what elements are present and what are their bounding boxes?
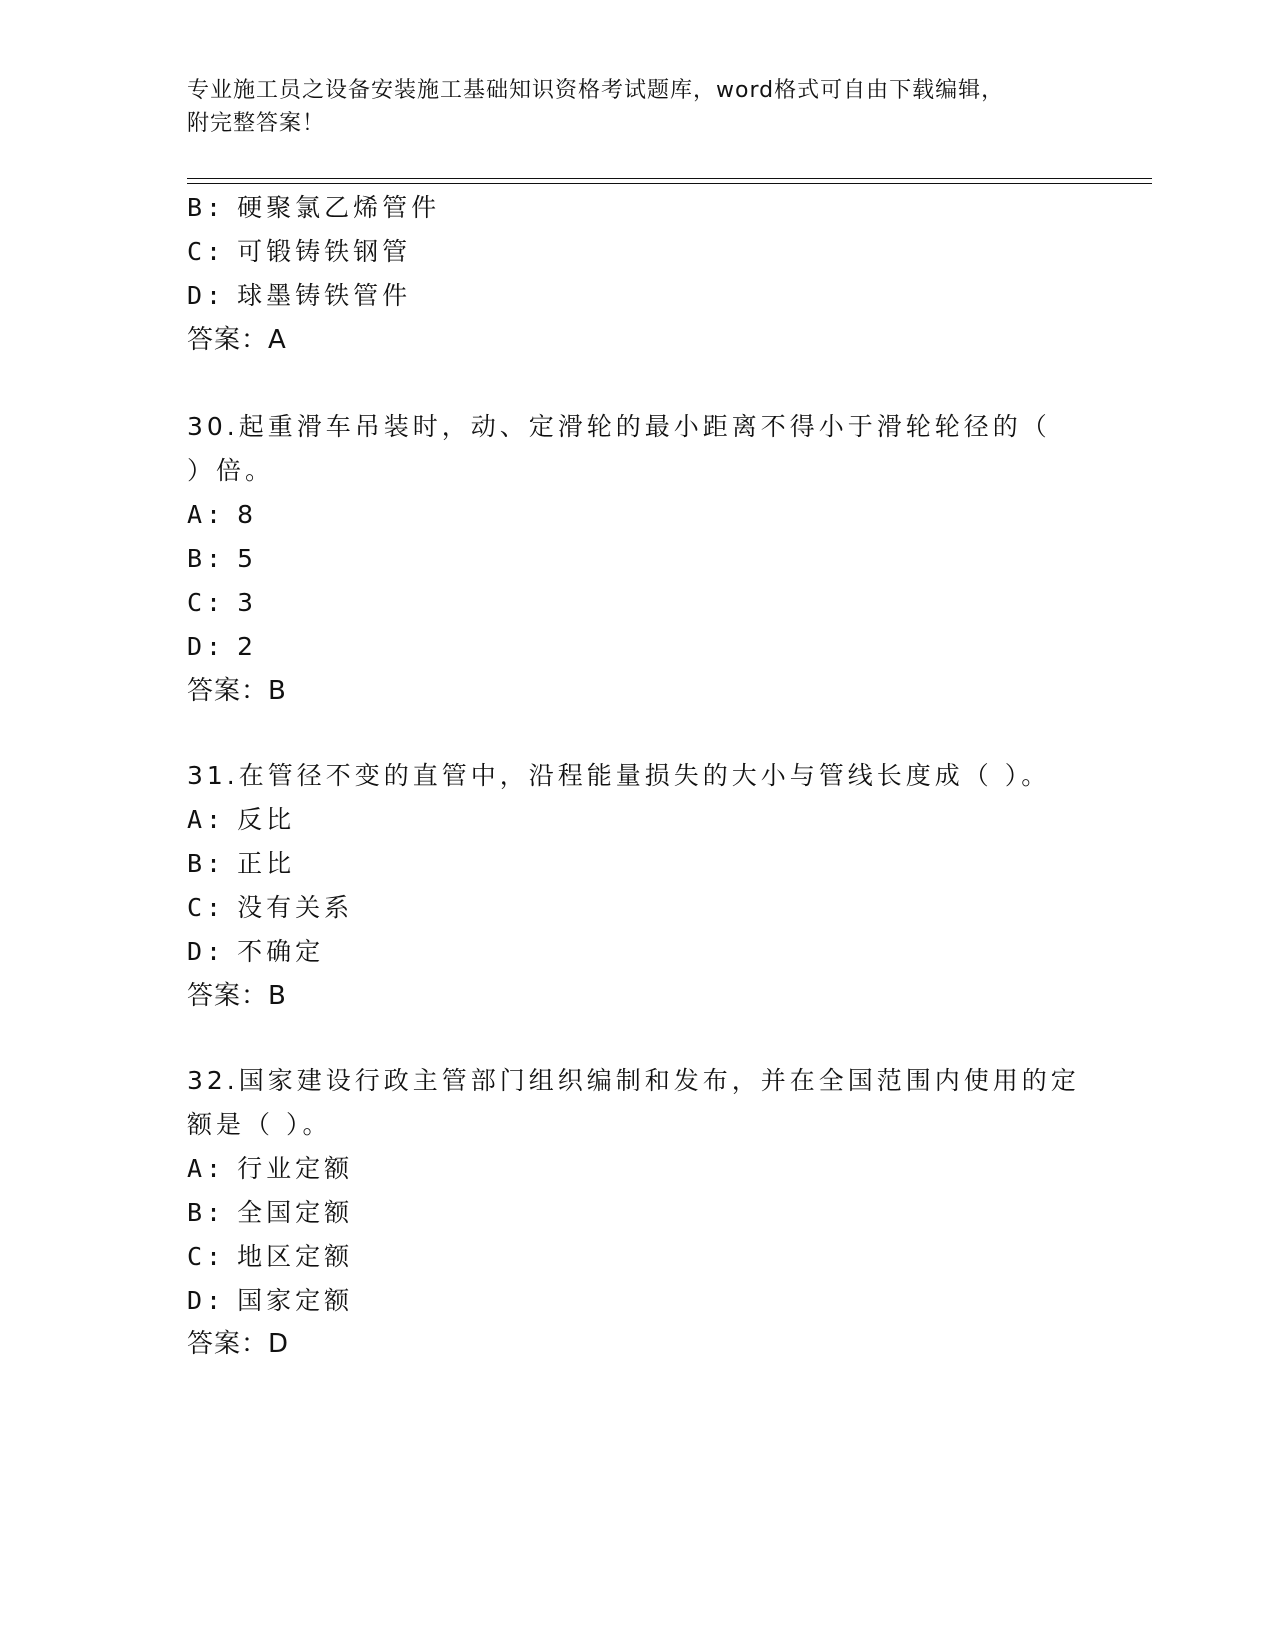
header-line-1: 专业施工员之设备安装施工基础知识资格考试题库，word格式可自由下载编辑， bbox=[187, 78, 1005, 103]
question-31-line-1: 31.在管径不变的直管中，沿程能量损失的大小与管线长度成（ ）。 bbox=[187, 761, 1051, 790]
answer-line: 答案：B bbox=[187, 981, 287, 1011]
document-header bbox=[187, 74, 1087, 140]
answer-line: 答案：D bbox=[187, 1329, 290, 1359]
option-line bbox=[187, 274, 411, 318]
question-32-line-2: 额是（ ）。 bbox=[187, 1110, 332, 1139]
option-line bbox=[187, 537, 257, 581]
option-letter: A: bbox=[187, 1154, 226, 1183]
option-letter: A: bbox=[187, 500, 226, 529]
option-text: 反比 bbox=[237, 805, 296, 834]
option-line bbox=[187, 230, 411, 274]
question-30-line-1: 30.起重滑车吊装时，动、定滑轮的最小距离不得小于滑轮轮径的（ bbox=[187, 412, 1051, 441]
option-letter: C: bbox=[187, 893, 226, 922]
answer-line: 答案：A bbox=[187, 325, 287, 355]
option-text: 正比 bbox=[237, 849, 296, 878]
option-text: 可锻铸铁钢管 bbox=[237, 237, 412, 266]
option-line bbox=[187, 1147, 353, 1191]
option-line bbox=[187, 186, 440, 230]
question-32-line-1: 32.国家建设行政主管部门组织编制和发布，并在全国范围内使用的定 bbox=[187, 1066, 1080, 1095]
option-letter: D: bbox=[187, 632, 226, 661]
option-text: 全国定额 bbox=[237, 1198, 354, 1227]
question-30-line-2: ）倍。 bbox=[187, 456, 275, 485]
option-text: 2 bbox=[237, 632, 257, 661]
option-letter: B: bbox=[187, 849, 226, 878]
option-letter: C: bbox=[187, 237, 226, 266]
option-text: 没有关系 bbox=[237, 893, 354, 922]
option-text: 5 bbox=[237, 544, 257, 573]
option-letter: D: bbox=[187, 281, 226, 310]
option-letter: B: bbox=[187, 544, 226, 573]
option-line bbox=[187, 1279, 353, 1323]
option-letter: C: bbox=[187, 1242, 226, 1271]
option-line bbox=[187, 842, 295, 886]
option-line bbox=[187, 886, 353, 930]
option-letter: D: bbox=[187, 1286, 226, 1315]
option-line bbox=[187, 930, 324, 974]
header-rule-top bbox=[187, 178, 1152, 179]
option-line bbox=[187, 493, 257, 537]
option-text: 球墨铸铁管件 bbox=[237, 281, 412, 310]
answer-line: 答案：B bbox=[187, 676, 287, 706]
option-letter: B: bbox=[187, 1198, 226, 1227]
option-text: 硬聚氯乙烯管件 bbox=[237, 193, 441, 222]
option-text: 3 bbox=[237, 588, 257, 617]
option-line bbox=[187, 798, 295, 842]
option-line bbox=[187, 1235, 353, 1279]
option-text: 地区定额 bbox=[237, 1242, 354, 1271]
option-line bbox=[187, 1191, 353, 1235]
option-text: 不确定 bbox=[237, 937, 325, 966]
option-text: 国家定额 bbox=[237, 1286, 354, 1315]
option-line bbox=[187, 625, 257, 669]
header-rule-bottom bbox=[187, 183, 1152, 184]
option-text: 8 bbox=[237, 500, 257, 529]
option-letter: C: bbox=[187, 588, 226, 617]
option-letter: A: bbox=[187, 805, 226, 834]
header-line-2: 附完整答案！ bbox=[187, 111, 326, 136]
option-letter: B: bbox=[187, 193, 226, 222]
option-letter: D: bbox=[187, 937, 226, 966]
option-text: 行业定额 bbox=[237, 1154, 354, 1183]
option-line bbox=[187, 581, 257, 625]
